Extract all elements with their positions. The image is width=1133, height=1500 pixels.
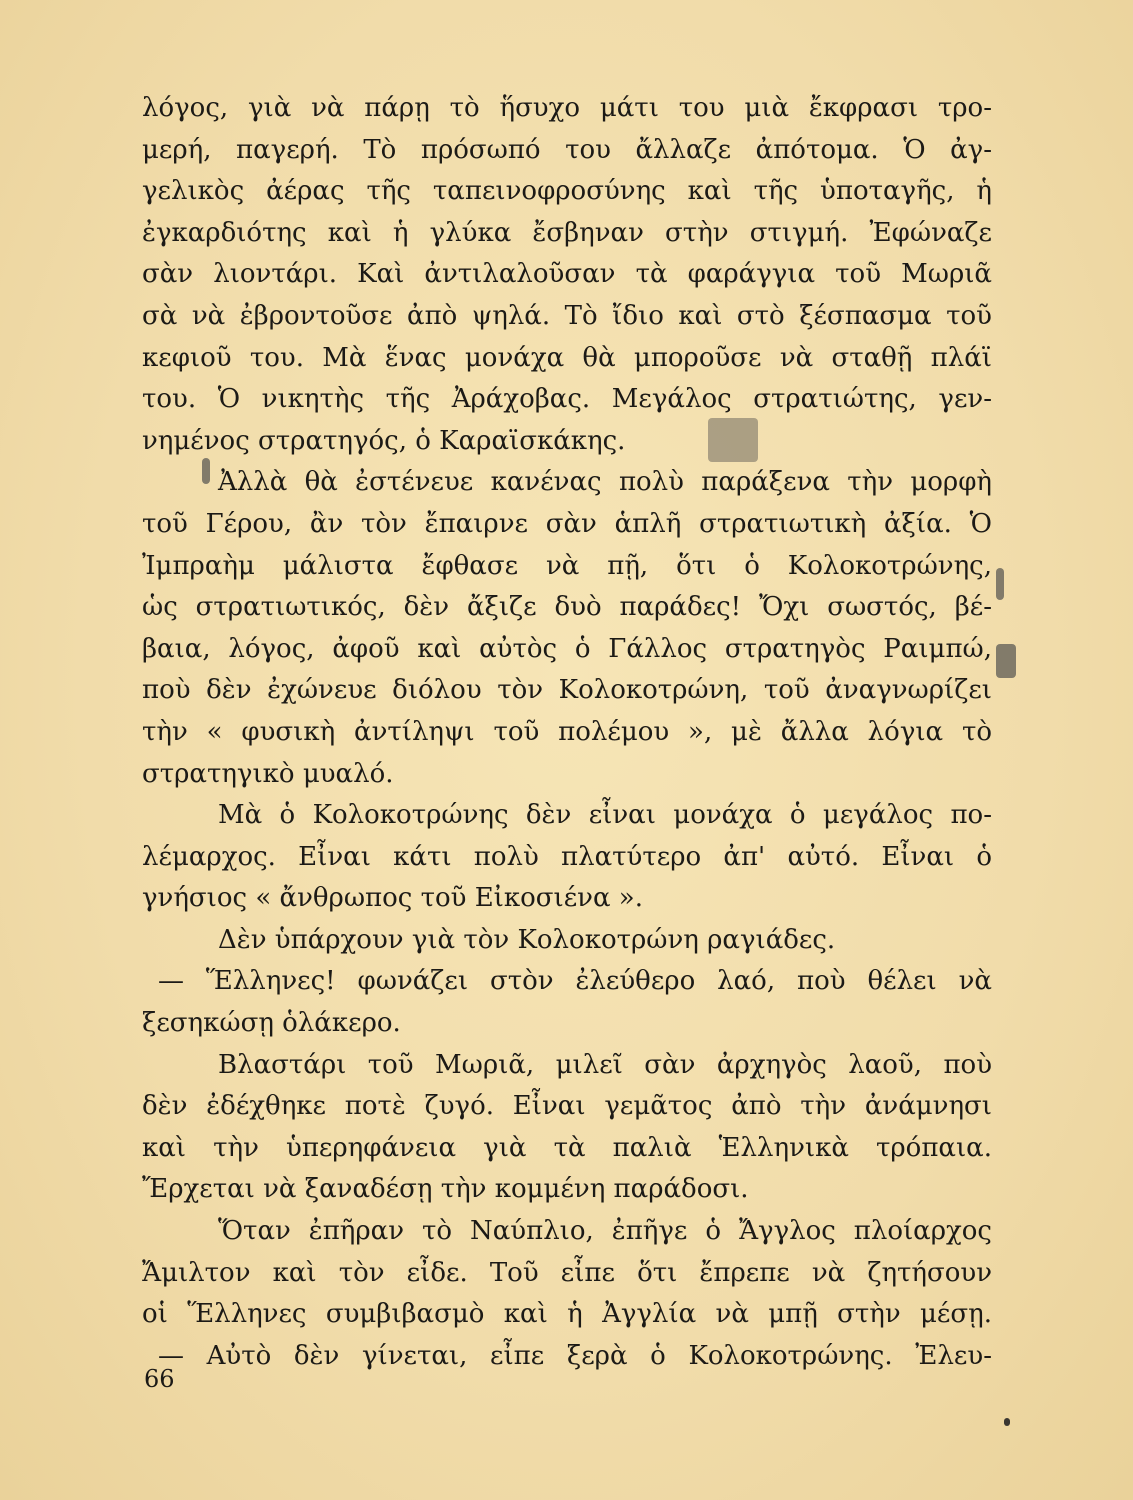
body-text xyxy=(142,88,992,1377)
text-line: νημένος στρατηγός, ὁ Καραϊσκάκης. xyxy=(142,425,626,456)
text-line: σὰν λιοντάρι. Καὶ ἀντιλαλοῦσαν τὰ φαράγγια τοῦ Μωριᾶ xyxy=(142,259,992,290)
text-line: ὡς στρατιωτικός, δὲν ἄξιζε δυὸ παράδες! Ὄχι σωστός, βέ- xyxy=(142,592,992,623)
text-line: Ἄμιλτον καὶ τὸν εἶδε. Τοῦ εἶπε ὅτι ἔπρεπε νὰ ζητήσουν xyxy=(142,1257,992,1288)
ink-smudge xyxy=(708,418,758,462)
text-line: λέμαρχος. Εἶναι κάτι πολὺ πλατύτερο ἀπ' αὐτό. Εἶναι ὁ xyxy=(142,841,992,872)
text-line: ἐγκαρδιότης καὶ ἡ γλύκα ἔσβηναν στὴν στιγμή. Ἐφώναζε xyxy=(142,217,992,248)
text-line: του. Ὁ νικητὴς τῆς Ἀράχοβας. Μεγάλος στρατιώτης, γεν- xyxy=(142,384,992,415)
text-line: Μὰ ὁ Κολοκοτρώνης δὲν εἶναι μονάχα ὁ μεγάλος πο- xyxy=(218,800,992,831)
text-line: στρατηγικὸ μυαλό. xyxy=(142,758,394,789)
text-line: λόγος, γιὰ νὰ πάρῃ τὸ ἥσυχο μάτι του μιὰ ἔκφρασι τρο- xyxy=(142,93,992,123)
text-line: — Αὐτὸ δὲν γίνεται, εἶπε ξερὰ ὁ Κολοκοτρώνης. Ἐλευ- xyxy=(158,1340,992,1371)
text-line: βαια, λόγος, ἀφοῦ καὶ αὐτὸς ὁ Γάλλος στρατηγὸς Ραιμπώ, xyxy=(142,633,992,664)
ink-smudge xyxy=(996,644,1016,678)
text-line: τὴν « φυσικὴ ἀντίληψι τοῦ πολέμου », μὲ ἄλλα λόγια τὸ xyxy=(142,716,992,747)
text-line: ποὺ δὲν ἐχώνευε διόλου τὸν Κολοκοτρώνη, τοῦ ἀναγνωρίζει xyxy=(142,675,992,706)
text-line: τοῦ Γέρου, ἂν τὸν ἔπαιρνε σὰν ἁπλῆ στρατιωτικὴ ἀξία. Ὁ xyxy=(142,508,992,539)
text-line: σὰ νὰ ἐβροντοῦσε ἀπὸ ψηλά. Τὸ ἴδιο καὶ στὸ ξέσπασμα τοῦ xyxy=(142,300,992,331)
page-number: 66 xyxy=(144,1365,175,1393)
text-line: ξεσηκώσῃ ὁλάκερο. xyxy=(142,1008,401,1039)
text-line: γελικὸς ἀέρας τῆς ταπεινοφροσύνης καὶ τῆς ὑποταγῆς, ἡ xyxy=(142,176,992,207)
text-line: κεφιοῦ του. Μὰ ἕνας μονάχα θὰ μποροῦσε νὰ σταθῇ πλάϊ xyxy=(142,342,992,373)
text-line: δὲν ἐδέχθηκε ποτὲ ζυγό. Εἶναι γεμᾶτος ἀπὸ τὴν ἀνάμνησι xyxy=(142,1091,992,1122)
text-line: — Ἕλληνες! φωνάζει στὸν ἐλεύθερο λαό, ποὺ θέλει νὰ xyxy=(158,966,992,997)
text-line: γνήσιος « ἄνθρωπος τοῦ Εἰκοσιένα ». xyxy=(142,883,643,914)
text-line: Ἀλλὰ θὰ ἐστένευε κανένας πολὺ παράξενα τὴν μορφὴ xyxy=(218,467,992,498)
text-line: καὶ τὴν ὑπερηφάνεια γιὰ τὰ παλιὰ Ἑλληνικὰ τρόπαια. xyxy=(142,1132,992,1163)
text-line: Δὲν ὑπάρχουν γιὰ τὸν Κολοκοτρώνη ραγιάδες. xyxy=(218,924,836,955)
text-line: Ἰμπραὴμ μάλιστα ἔφθασε νὰ πῇ, ὅτι ὁ Κολοκοτρώνης, xyxy=(142,550,992,581)
text-line: Ὅταν ἐπῆραν τὸ Ναύπλιο, ἐπῆγε ὁ Ἄγγλος πλοίαρχος xyxy=(218,1216,992,1247)
text-line: οἱ Ἕλληνες συμβιβασμὸ καὶ ἡ Ἀγγλία νὰ μπῇ στὴν μέσῃ. xyxy=(142,1299,992,1330)
text-line: Βλαστάρι τοῦ Μωριᾶ, μιλεῖ σὰν ἀρχηγὸς λαοῦ, ποὺ xyxy=(218,1049,992,1080)
ink-smudge xyxy=(996,568,1004,600)
ink-smudge xyxy=(202,458,210,484)
text-line: μερή, παγερή. Τὸ πρόσωπό του ἄλλαζε ἀπότομα. Ὁ ἀγ- xyxy=(142,134,992,165)
text-line: Ἔρχεται νὰ ξαναδέσῃ τὴν κομμένη παράδοσι. xyxy=(142,1174,749,1205)
ink-dot xyxy=(1004,1418,1010,1426)
